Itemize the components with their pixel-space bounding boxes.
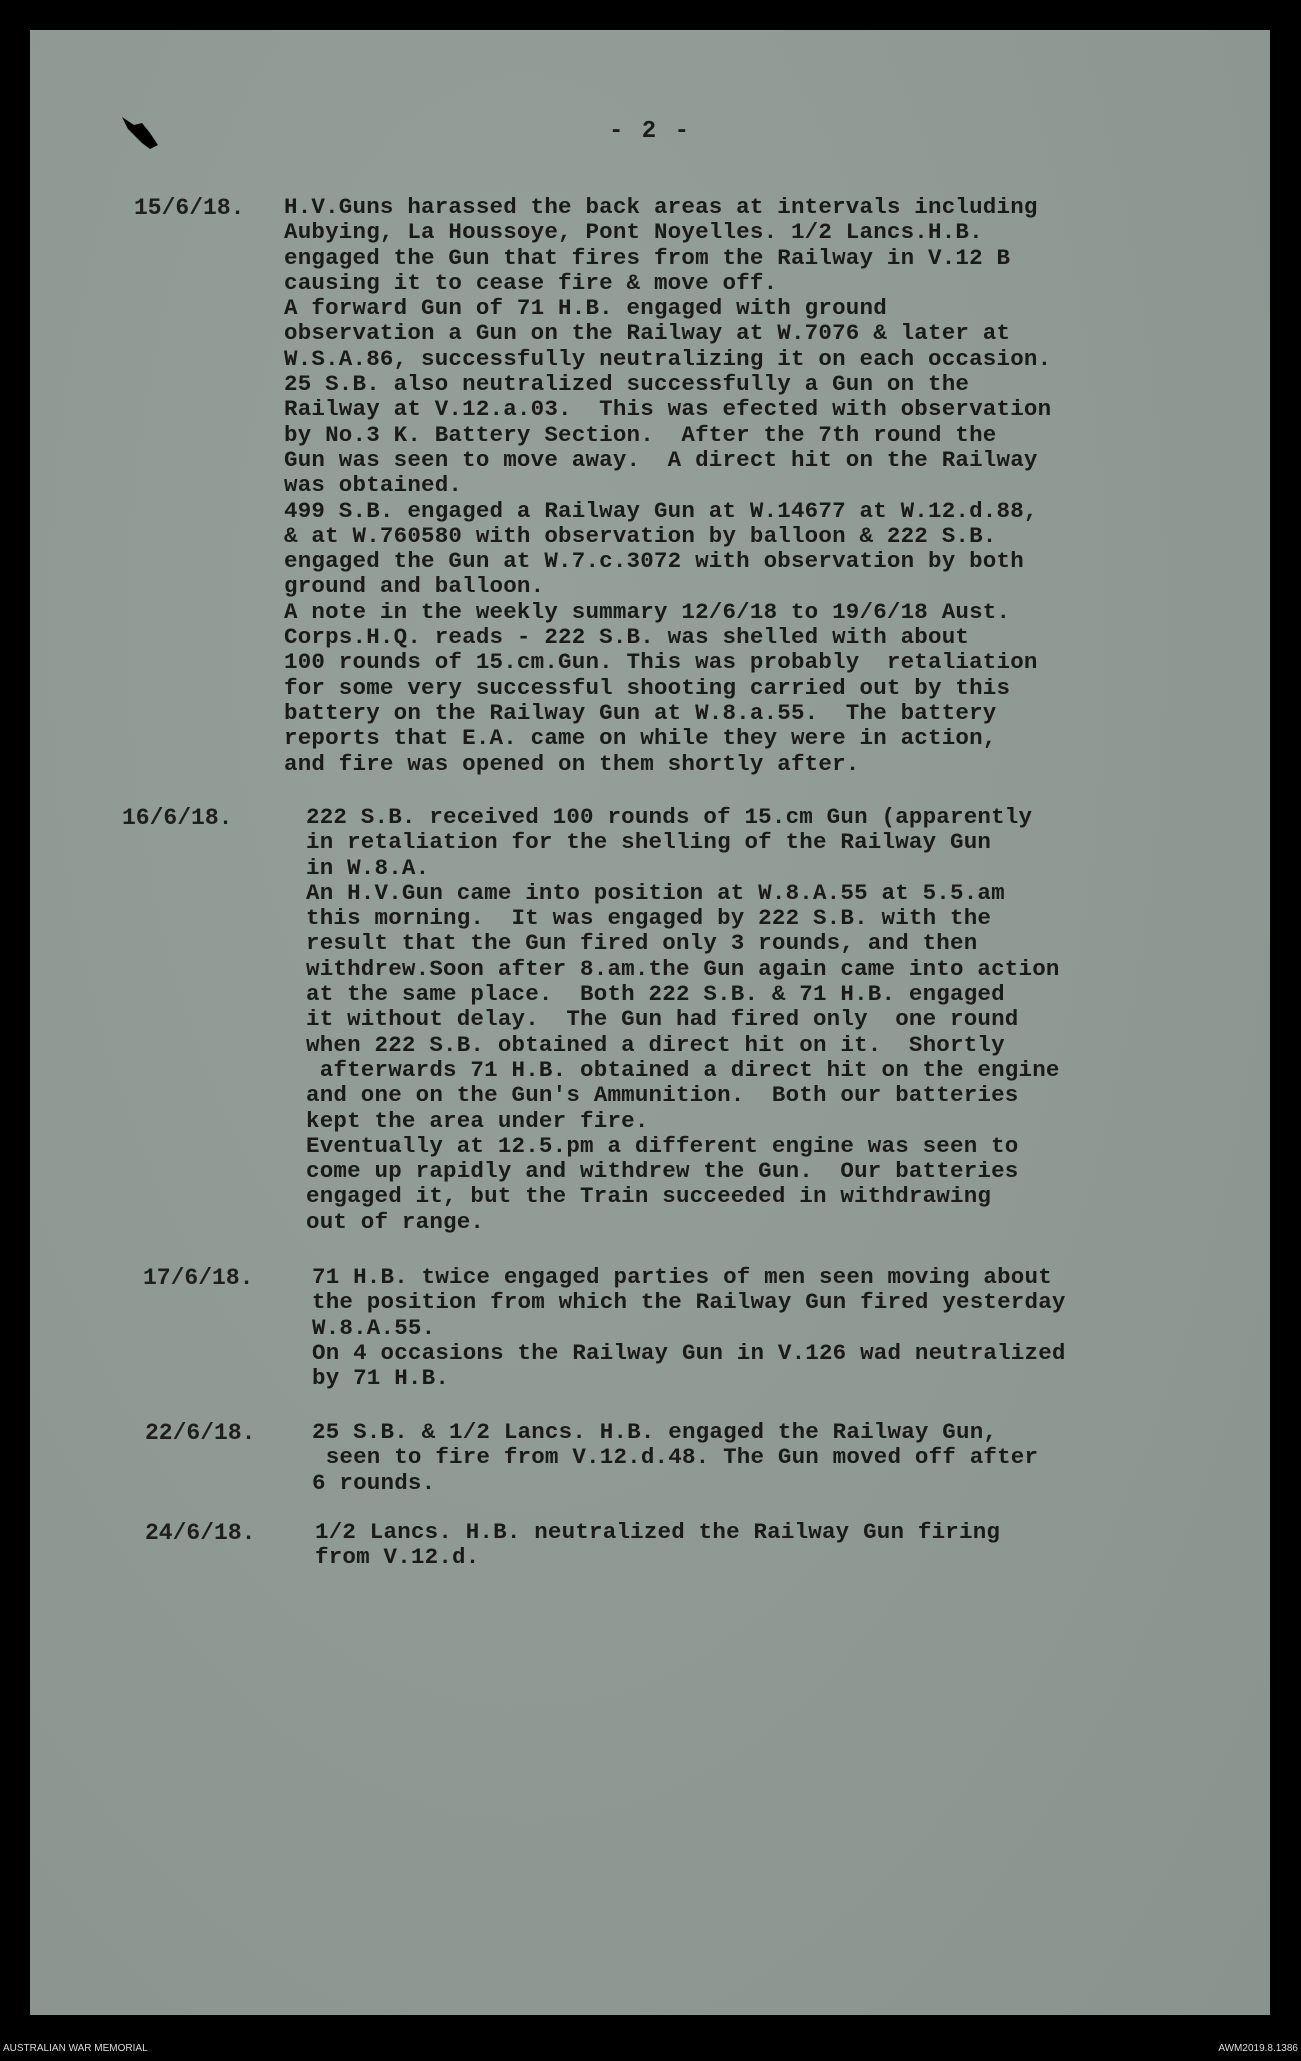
text-line: Corps.H.Q. reads - 222 S.B. was shelled with about (284, 624, 970, 651)
text-line: 222 S.B. received 100 rounds of 15.cm Gun (apparently (306, 804, 1033, 830)
entry-date: 17/6/18. (143, 1265, 254, 1291)
entry-text (315, 1520, 1215, 1571)
text-line: engaged the Gun at W.7.c.3072 with observation by both (284, 548, 1024, 575)
text-line: 100 rounds of 15.cm.Gun. This was probably retaliation (284, 649, 1038, 676)
text-line: withdrew.Soon after 8.am.the Gun again came into action (306, 955, 1060, 982)
text-line: in W.8.A. (306, 854, 430, 881)
text-line: when 222 S.B. obtained a direct hit on it. Shortly (306, 1031, 1005, 1058)
entry-text (306, 805, 1206, 1235)
text-line: at the same place. Both 222 S.B. & 71 H.B. engaged (306, 981, 1005, 1008)
text-line: kept the area under fire. (306, 1107, 649, 1134)
text-line: by No.3 K. Battery Section. After the 7th round the (284, 421, 997, 448)
text-line: Railway at V.12.a.03. This was efected with observation (284, 396, 1052, 423)
text-line: engaged it, but the Train succeeded in withdrawing (306, 1183, 992, 1210)
text-line: 25 S.B. also neutralized successfully a Gun on the (284, 371, 970, 398)
page-number: - 2 - (608, 118, 691, 145)
entry-date: 24/6/18. (145, 1520, 256, 1546)
footer-institution: AUSTRALIAN WAR MEMORIAL (3, 2043, 148, 2054)
text-line: in retaliation for the shelling of the Railway Gun (306, 829, 992, 856)
text-line: was obtained. (284, 472, 463, 499)
entry-date: 15/6/18. (134, 195, 245, 221)
text-line: for some very successful shooting carried out by this (284, 674, 1011, 701)
text-line: it without delay. The Gun had fired only one round (306, 1006, 1019, 1033)
text-line: from V.12.d. (315, 1544, 480, 1571)
text-line: An H.V.Gun came into position at W.8.A.55 at 5.5.am (306, 879, 1005, 906)
text-line: Gun was seen to move away. A direct hit on the Railway (284, 446, 1038, 473)
text-line: 6 rounds. (312, 1469, 436, 1496)
footer-accession-number: AWM2019.8.1386 (1218, 2043, 1298, 2054)
text-line: Eventually at 12.5.pm a different engine was seen to (306, 1132, 1019, 1159)
text-line: afterwards 71 H.B. obtained a direct hit on the engine (306, 1056, 1060, 1083)
entry-text (284, 195, 1184, 777)
text-line: come up rapidly and withdrew the Gun. Our batteries (306, 1158, 1019, 1185)
document-page (30, 30, 1270, 2015)
text-line: 71 H.B. twice engaged parties of men seen moving about (312, 1264, 1052, 1290)
text-line: 1/2 Lancs. H.B. neutralized the Railway Gun firing (315, 1519, 1001, 1545)
entry-text (312, 1265, 1212, 1391)
text-line: 499 S.B. engaged a Railway Gun at W.14677 at W.12.d.88, (284, 497, 1038, 524)
text-line: A forward Gun of 71 H.B. engaged with ground (284, 295, 887, 322)
text-line: engaged the Gun that fires from the Railway in V.12 B (284, 244, 1011, 271)
text-line: the position from which the Railway Gun fired yesterday (312, 1289, 1066, 1316)
text-line: reports that E.A. came on while they were in action, (284, 725, 997, 752)
text-line: result that the Gun fired only 3 rounds, and then (306, 930, 978, 957)
text-line: out of range. (306, 1208, 485, 1235)
text-line: 25 S.B. & 1/2 Lancs. H.B. engaged the Railway Gun, (312, 1419, 998, 1445)
entry-text (312, 1420, 1212, 1496)
text-line: W.8.A.55. (312, 1314, 436, 1341)
text-line: H.V.Guns harassed the back areas at intervals including (284, 194, 1038, 220)
text-line: W.S.A.86, successfully neutralizing it on each occasion. (284, 345, 1052, 372)
text-line: & at W.760580 with observation by balloon & 222 S.B. (284, 522, 997, 549)
text-line: Aubying, La Houssoye, Pont Noyelles. 1/2 Lancs.H.B. (284, 219, 983, 246)
text-line: this morning. It was engaged by 222 S.B. with the (306, 905, 992, 932)
text-line: On 4 occasions the Railway Gun in V.126 wad neutralized (312, 1339, 1066, 1366)
text-line: and fire was opened on them shortly after. (284, 750, 860, 777)
text-line: and one on the Gun's Ammunition. Both our batteries (306, 1082, 1019, 1109)
text-line: battery on the Railway Gun at W.8.a.55. The battery (284, 699, 997, 726)
entry-date: 22/6/18. (145, 1420, 256, 1446)
text-line: causing it to cease fire & move off. (284, 269, 778, 296)
entry-date: 16/6/18. (122, 805, 233, 831)
text-line: seen to fire from V.12.d.48. The Gun moved off after (312, 1444, 1039, 1471)
text-line: A note in the weekly summary 12/6/18 to 19/6/18 Aust. (284, 598, 1011, 625)
text-line: ground and balloon. (284, 573, 545, 600)
text-line: observation a Gun on the Railway at W.7076 & later at (284, 320, 1011, 347)
text-line: by 71 H.B. (312, 1365, 450, 1392)
